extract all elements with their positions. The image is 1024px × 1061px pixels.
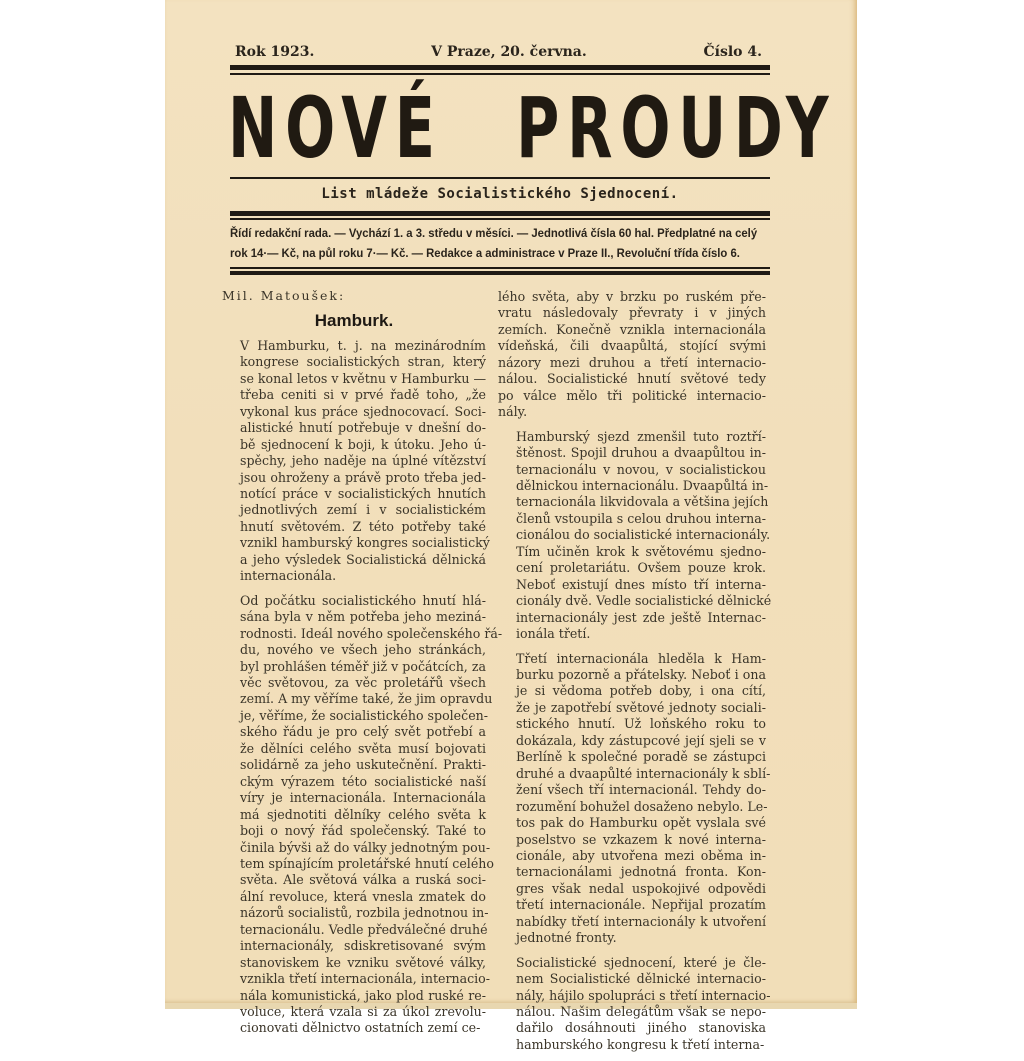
publication-info-line: Řídí redakční rada. — Vychází 1. a 3. středu v měsíci. — Jednotlivá čísla 60 hal. Předplatné na celý bbox=[230, 226, 758, 240]
top-thin-rule bbox=[230, 73, 770, 75]
text-line: dařilo dosáhnouti jiného stanoviska bbox=[516, 1020, 766, 1036]
text-line: Neboť existují dnes místo tří interna- bbox=[516, 576, 766, 592]
text-line: hnutí světovém. Z této potřeby také bbox=[240, 518, 486, 534]
text-line: ternacionálu. Vedle předválečné druhé bbox=[240, 921, 488, 937]
article-right-column bbox=[498, 289, 772, 1061]
text-line: jsou ohroženy a právě proto třeba jed- bbox=[240, 469, 486, 485]
text-line: je, věříme, že socialistického společen- bbox=[240, 707, 489, 723]
text-line: burku pozorně a přátelsky. Neboť i ona bbox=[516, 666, 766, 682]
left-column-body bbox=[222, 337, 503, 1037]
text-line: Tím učiněn krok k světovému sjedno- bbox=[516, 543, 766, 559]
text-line: dokázala, kdy zástupcové její sjeli se v bbox=[516, 732, 766, 748]
text-line: jednotlivých zemí i v socialistickém bbox=[240, 502, 486, 518]
text-line: se konal letos v květnu v Hamburku — bbox=[240, 370, 487, 386]
text-line: ternacionála likvidovala a většina jejích bbox=[516, 494, 769, 510]
text-line: nála komunistická, jako plod ruské re- bbox=[240, 987, 486, 1003]
text-line: notící práce v socialistických hnutích bbox=[240, 485, 486, 501]
newspaper-page bbox=[165, 0, 857, 1052]
text-line: štěnost. Spojil druhou a dvaapůltou in- bbox=[516, 445, 766, 461]
text-line: byl prohlášen téměř již v počátcích, za bbox=[240, 658, 486, 674]
article-headline: Hamburk. bbox=[314, 311, 394, 331]
text-line: Hamburský sjezd zmenšil tuto roztří- bbox=[516, 428, 766, 444]
newspaper-title bbox=[228, 79, 837, 177]
text-line: Berlíně k společné poradě se zástupci bbox=[516, 749, 766, 765]
text-line: gres však nedal uspokojivé odpovědi bbox=[516, 880, 766, 896]
text-line: Socialistické sjednocení, které je čle- bbox=[516, 954, 766, 970]
text-line: V Hamburku, t. j. na mezinárodním bbox=[240, 337, 486, 353]
newspaper-subtitle: List mládeže Socialistického Sjednocení. bbox=[321, 186, 679, 202]
text-line: žení všech tří internacionál. Tehdy do- bbox=[516, 782, 766, 798]
text-line: ckým výrazem této socialistické naší bbox=[240, 773, 486, 789]
article-paragraph bbox=[222, 337, 490, 585]
text-line: vykonal kus práce sjednocovací. Soci- bbox=[240, 403, 486, 419]
top-thick-rule bbox=[230, 65, 770, 70]
article-byline: Mil. Matoušek: bbox=[222, 288, 346, 303]
text-line: lého světa, aby v brzku po ruském pře- bbox=[498, 289, 766, 304]
text-line: internacionály, sdiskretisované svým bbox=[240, 938, 486, 954]
text-line: druhé a dvaapůlté internacionály k sblí- bbox=[516, 765, 771, 781]
text-line: solidárně za jeho uskutečnění. Prakti- bbox=[240, 757, 486, 773]
text-line: nály, hájilo spolupráci s třetí internacio- bbox=[516, 987, 771, 1003]
text-line: světa. Ale světová válka a ruská soci- bbox=[240, 872, 486, 888]
dateline bbox=[235, 44, 762, 60]
article-left-column bbox=[222, 288, 503, 1045]
text-line: názorů socialistů, rozbila jednotnou in- bbox=[240, 905, 489, 921]
year-label: Rok 1923. bbox=[235, 44, 315, 60]
text-line: že dělníci celého světa musí bojovati bbox=[240, 740, 486, 756]
text-line: vznikl hamburský kongres socialistický bbox=[240, 535, 490, 551]
article-paragraph bbox=[498, 954, 771, 1054]
article-paragraph bbox=[498, 650, 771, 947]
text-line: jednotné fronty. bbox=[516, 930, 617, 946]
text-line: vratu následovaly převraty i v jiných bbox=[498, 305, 766, 321]
text-line: vídeňská, čili dvaapůltá, stojící svými bbox=[498, 338, 766, 354]
text-line: ternacionálami jednotná fronta. Kon- bbox=[516, 864, 766, 880]
text-line: nálou. Našim delegátům však se nepo- bbox=[516, 1004, 766, 1020]
text-line: nabídky třetí internacionály k utvoření bbox=[516, 913, 766, 929]
text-line: třetí internacionále. Nepřijal prozatím bbox=[516, 897, 766, 913]
article-paragraph bbox=[498, 428, 772, 643]
text-line: spěchy, jeho naděje na úplné vítězství bbox=[240, 453, 486, 469]
text-line: kongrese socialistických stran, který bbox=[240, 354, 486, 370]
place-date-label: V Praze, 20. června. bbox=[431, 44, 587, 60]
issue-number-label: Číslo 4. bbox=[703, 44, 762, 60]
text-line: Od počátku socialistického hnutí hlá- bbox=[240, 592, 486, 608]
text-line: cionovati dělnictvo ostatních zemí ce- bbox=[240, 1020, 481, 1036]
text-line: alistické hnutí potřebuje v dnešní do- bbox=[240, 420, 486, 436]
text-line: nály. bbox=[498, 404, 528, 420]
text-line: cionále, aby utvořena mezi oběma in- bbox=[516, 847, 766, 863]
text-line: názory mezi druhou a třetí internacio- bbox=[498, 354, 766, 370]
text-line: cionály dvě. Vedle socialistické dělnické bbox=[516, 593, 772, 609]
subtitle-thick-rule bbox=[230, 211, 770, 216]
text-line: Třetí internacionála hleděla k Ham- bbox=[516, 650, 766, 666]
title-word-2: PROUDY bbox=[516, 79, 837, 177]
text-line: ionála třetí. bbox=[516, 626, 591, 642]
text-line: nem Socialistické dělnické internacio- bbox=[516, 971, 766, 987]
text-line: voluce, která vzala si za úkol zrevolu- bbox=[240, 1004, 486, 1020]
publication-info bbox=[230, 223, 770, 263]
info-bottom-thick-rule bbox=[230, 271, 770, 275]
text-line: cionálou do socialistické internacionály. bbox=[516, 527, 771, 543]
text-line: bě sjednocení k boji, k útoku. Jeho ú- bbox=[240, 436, 486, 452]
text-line: tos pak do Hamburku opět vyslala své bbox=[516, 815, 766, 831]
text-line: boji o nový řád společenský. Také to bbox=[240, 823, 486, 839]
text-line: stického hnutí. Už loňského roku to bbox=[516, 716, 766, 732]
text-line: ternacionálu v novou, v socialistickou bbox=[516, 461, 766, 477]
text-line: činila bývši až do války jednotným pou- bbox=[240, 839, 491, 855]
text-line: zemí. A my věříme také, že jim opravdu bbox=[240, 691, 493, 707]
text-line: že je zapotřebí světové jednoty sociali- bbox=[516, 699, 766, 715]
article-paragraph bbox=[498, 289, 766, 421]
text-line: členů vstoupila s celou druhou interna- bbox=[516, 510, 766, 526]
text-line: po válce mělo tři politické internacio- bbox=[498, 387, 766, 403]
title-word-1: NOVÉ bbox=[228, 79, 443, 177]
text-line: zemích. Konečně vznikla internacionála bbox=[498, 321, 766, 337]
text-line: je si vědoma potřeb doby, i ona cítí, bbox=[516, 683, 766, 699]
text-line: internacionála. bbox=[240, 568, 337, 584]
text-line: dělnickou internacionálu. Dvaapůltá in- bbox=[516, 477, 769, 493]
title-bottom-rule bbox=[230, 177, 770, 179]
text-line: stanoviskem ke vzniku světové války, bbox=[240, 954, 486, 970]
text-line: má sjednotiti dělníky celého světa k bbox=[240, 806, 486, 822]
text-line: hamburského kongresu k třetí interna- bbox=[516, 1036, 765, 1052]
subtitle-thin-rule bbox=[230, 218, 770, 220]
info-bottom-rule bbox=[230, 267, 770, 269]
text-line: třeba ceniti si v prvé řadě toho, „že bbox=[240, 387, 486, 403]
publication-info-line: rok 14·— Kč, na půl roku 7·— Kč. — Redakce a administrace v Praze II., Revoluční třída číslo 6. bbox=[230, 246, 740, 260]
article-paragraph bbox=[222, 592, 503, 1037]
text-line: ální revoluce, která vnesla zmatek do bbox=[240, 888, 486, 904]
text-line: cení proletariátu. Ovšem pouze krok. bbox=[516, 560, 766, 576]
text-line: sána byla v něm potřeba jeho meziná- bbox=[240, 609, 486, 625]
text-line: rozumění bohužel dosaženo nebylo. Le- bbox=[516, 798, 768, 814]
text-line: rodnosti. Ideál nového společenského řá- bbox=[240, 625, 503, 641]
text-line: nálou. Socialistické hnutí světové tedy bbox=[498, 371, 766, 387]
text-line: tem spínajícím proletářské hnutí celého bbox=[240, 855, 494, 871]
text-line: internacionály jest zde ještě Internac- bbox=[516, 609, 766, 625]
text-line: poselstvo se vzkazem k nové interna- bbox=[516, 831, 766, 847]
text-line: ského řádu je pro celý svět potřebí a bbox=[240, 724, 486, 740]
text-line: a jeho výsledek Socialistická dělnická bbox=[240, 551, 486, 567]
text-line: víry je internacionála. Internacionála bbox=[240, 790, 486, 806]
text-line: věc světovou, za věc proletářů všech bbox=[240, 674, 486, 690]
text-line: vznikla třetí internacionála, internacio- bbox=[240, 971, 491, 987]
right-column-body bbox=[498, 289, 772, 1053]
text-line: du, nového ve všech jeho stránkách, bbox=[240, 642, 486, 658]
